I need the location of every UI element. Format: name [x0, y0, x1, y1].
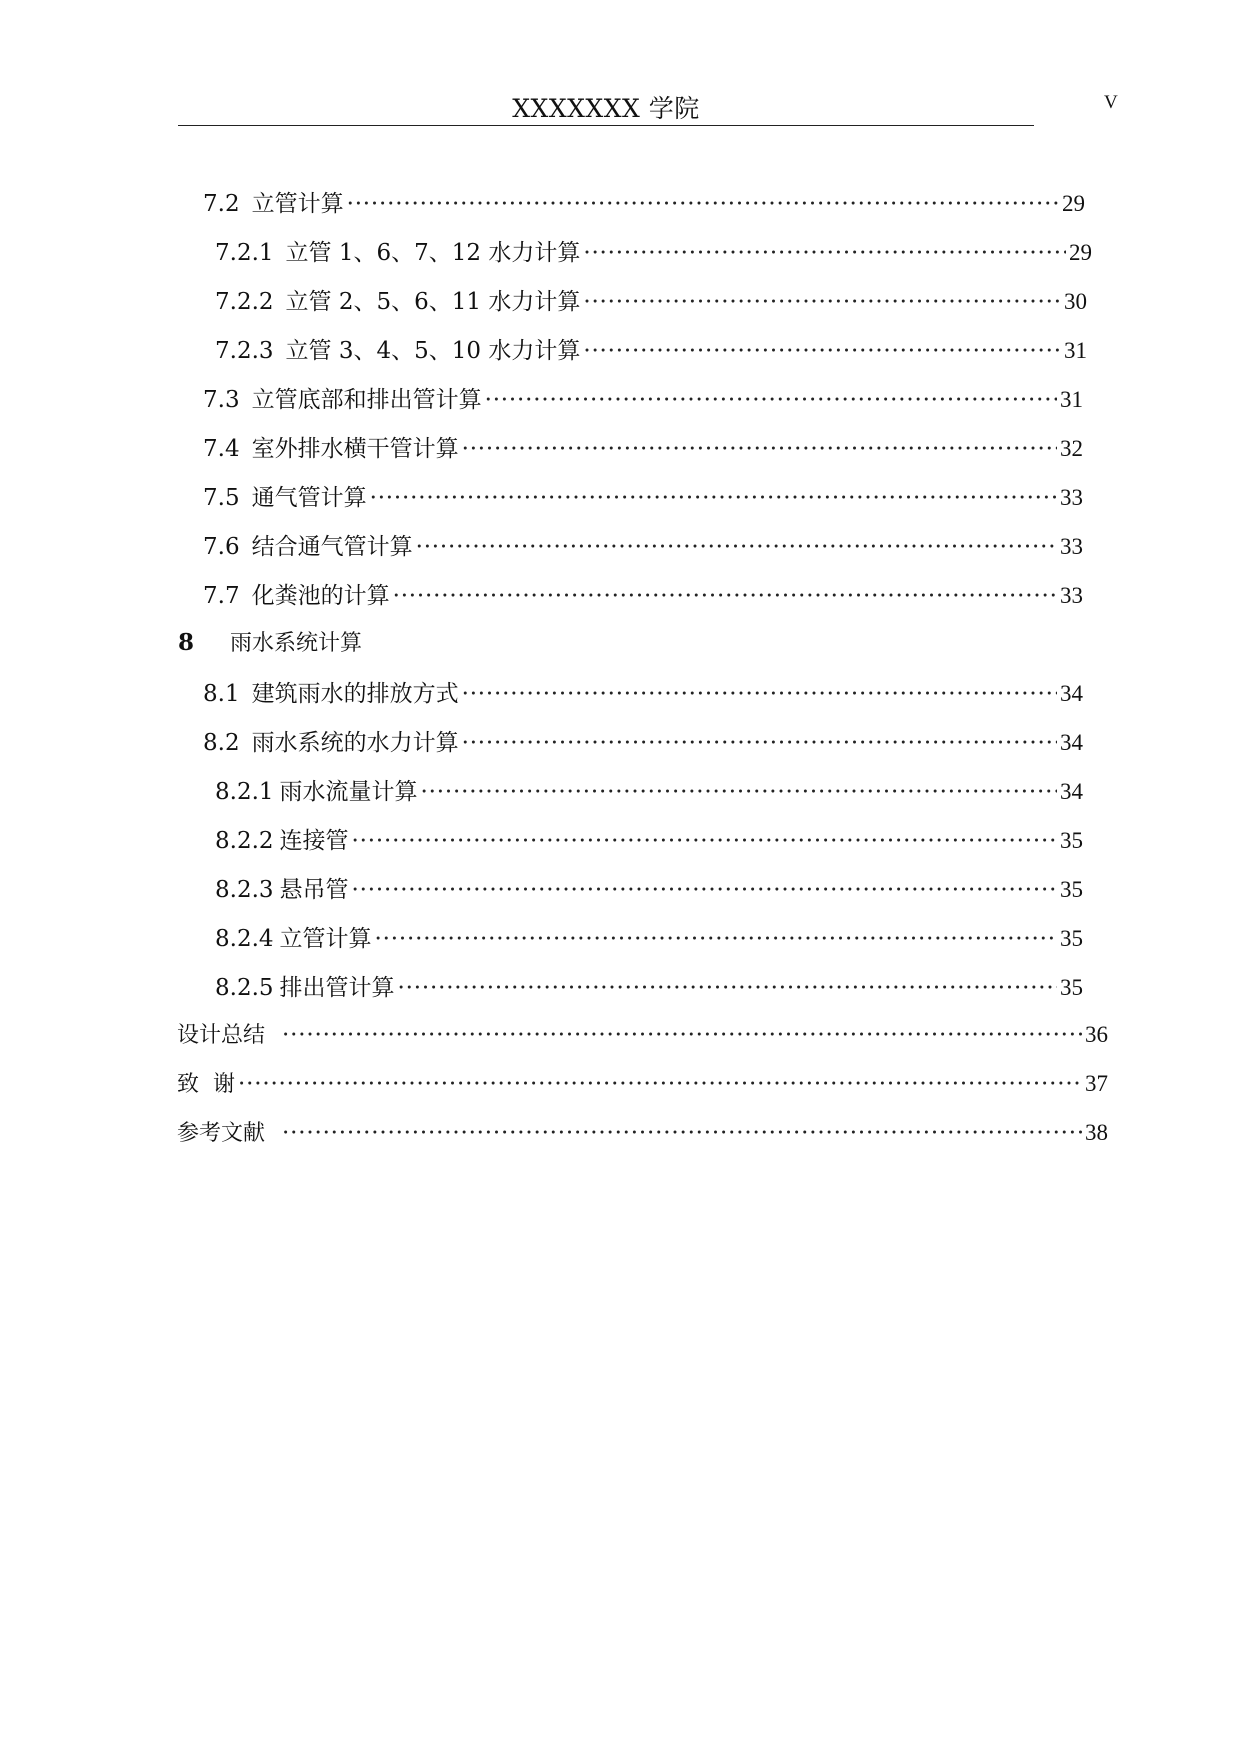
dot-leader	[375, 926, 1057, 952]
toc-entry-page: 32	[1060, 436, 1083, 461]
toc-entry-number: 8.2.1	[215, 779, 274, 805]
dot-leader	[238, 1071, 1082, 1097]
toc-entry-page: 29	[1062, 191, 1085, 216]
toc-entry-page: 33	[1060, 534, 1083, 559]
toc-entry[interactable]	[215, 969, 1083, 1005]
toc-entry[interactable]	[215, 773, 1083, 809]
dot-leader	[485, 387, 1057, 413]
dot-leader	[462, 436, 1057, 462]
toc-entry-title: 室外排水横干管计算	[251, 436, 459, 462]
dot-leader	[282, 1022, 1082, 1048]
toc-entry-number: 7.3	[203, 387, 240, 413]
toc-entry-number: 8.1	[203, 681, 240, 707]
toc-entry[interactable]	[177, 1116, 1108, 1152]
toc-entry-number: 7.2.2	[215, 289, 274, 315]
toc-entry-page: 34	[1060, 681, 1083, 706]
toc-entry-page: 35	[1060, 975, 1083, 1000]
toc-entry-number: 8.2	[203, 730, 240, 756]
dot-leader	[352, 877, 1057, 903]
toc-entry[interactable]	[203, 479, 1083, 515]
toc-entry[interactable]	[215, 871, 1083, 907]
toc-entry-page: 35	[1060, 828, 1083, 853]
dot-leader	[398, 975, 1057, 1001]
toc-entry-number: 7.2	[203, 191, 240, 217]
header-title: XXXXXXX 学院	[512, 94, 700, 123]
toc-entry-page: 38	[1085, 1120, 1108, 1145]
toc-entry[interactable]	[203, 675, 1083, 711]
toc-entry-title: 悬吊管	[279, 877, 349, 903]
toc-entry-title: 通气管计算	[251, 485, 367, 511]
toc-entry-page: 36	[1085, 1022, 1108, 1047]
toc-entry[interactable]	[177, 1018, 1108, 1054]
toc-entry-title: 立管计算	[251, 191, 344, 217]
toc-entry-page: 29	[1069, 240, 1092, 265]
toc-entry-page: 31	[1060, 387, 1083, 412]
page-number: V	[1104, 92, 1118, 113]
toc-entry[interactable]	[203, 430, 1083, 466]
toc-entry-page: 34	[1060, 730, 1083, 755]
dot-leader	[393, 583, 1057, 609]
dot-leader	[370, 485, 1057, 511]
toc-entry-number: 8.2.4	[215, 926, 274, 952]
toc-entry[interactable]	[215, 822, 1083, 858]
toc-entry[interactable]	[203, 528, 1083, 564]
toc-entry-number: 8.2.5	[215, 975, 274, 1001]
dot-leader	[282, 1120, 1082, 1146]
toc-entry-title: 立管 3、4、5、10 水力计算	[285, 338, 581, 364]
toc-entry-page: 33	[1060, 485, 1083, 510]
toc-entry-number: 7.5	[203, 485, 240, 511]
dot-leader	[421, 779, 1057, 805]
toc-entry-page: 34	[1060, 779, 1083, 804]
toc-entry-title: 立管 2、5、6、11 水力计算	[285, 289, 581, 315]
toc-entry-title: 立管底部和排出管计算	[251, 387, 482, 413]
toc-entry-title: 化粪池的计算	[251, 583, 390, 609]
toc-entry-title: 立管计算	[279, 926, 372, 952]
toc-entry[interactable]	[177, 1067, 1108, 1103]
dot-leader	[352, 828, 1057, 854]
toc-entry-title: 立管 1、6、7、12 水力计算	[285, 240, 581, 266]
toc-entry-title: 连接管	[279, 828, 349, 854]
toc-chapter-heading[interactable]	[178, 626, 578, 662]
toc-entry-title: 排出管计算	[279, 975, 395, 1001]
toc-entry-page: 37	[1085, 1071, 1108, 1096]
toc-entry-number: 8	[178, 629, 195, 656]
toc-entry-title: 致 谢	[177, 1072, 235, 1097]
toc-entry-title: 参考文献	[177, 1121, 266, 1146]
toc-entry-number: 7.2.1	[215, 240, 274, 266]
toc-entry-number: 7.2.3	[215, 338, 274, 364]
toc-entry-number: 7.7	[203, 583, 240, 609]
toc-entry-title: 建筑雨水的排放方式	[251, 681, 459, 707]
toc-entry-number: 8.2.3	[215, 877, 274, 903]
toc-entry[interactable]	[215, 234, 1092, 270]
dot-leader	[583, 289, 1061, 315]
toc-entry-page: 35	[1060, 926, 1083, 951]
dot-leader	[583, 338, 1061, 364]
toc-entry[interactable]	[203, 577, 1083, 613]
dot-leader	[583, 240, 1066, 266]
page-header	[178, 92, 1034, 126]
toc-entry[interactable]	[203, 724, 1083, 760]
dot-leader	[347, 191, 1059, 217]
toc-entry-number: 7.4	[203, 436, 240, 462]
toc-entry-title: 雨水系统的水力计算	[251, 730, 459, 756]
toc-entry-page: 33	[1060, 583, 1083, 608]
dot-leader	[416, 534, 1057, 560]
toc-entry-title: 雨水流量计算	[279, 779, 418, 805]
toc-entry[interactable]	[215, 332, 1087, 368]
toc-entry-title: 设计总结	[177, 1023, 266, 1048]
toc-entry[interactable]	[215, 920, 1083, 956]
toc-entry-number: 8.2.2	[215, 828, 274, 854]
toc-entry[interactable]	[215, 283, 1087, 319]
toc-entry-page: 35	[1060, 877, 1083, 902]
toc-entry-page: 31	[1064, 338, 1087, 363]
toc-entry-title: 结合通气管计算	[251, 534, 413, 560]
dot-leader	[462, 730, 1057, 756]
toc-entry-title: 雨水系统计算	[230, 631, 363, 656]
dot-leader	[462, 681, 1057, 707]
toc-entry[interactable]	[203, 185, 1085, 221]
toc-entry-number: 7.6	[203, 534, 240, 560]
toc-entry-page: 30	[1064, 289, 1087, 314]
toc-entry[interactable]	[203, 381, 1083, 417]
